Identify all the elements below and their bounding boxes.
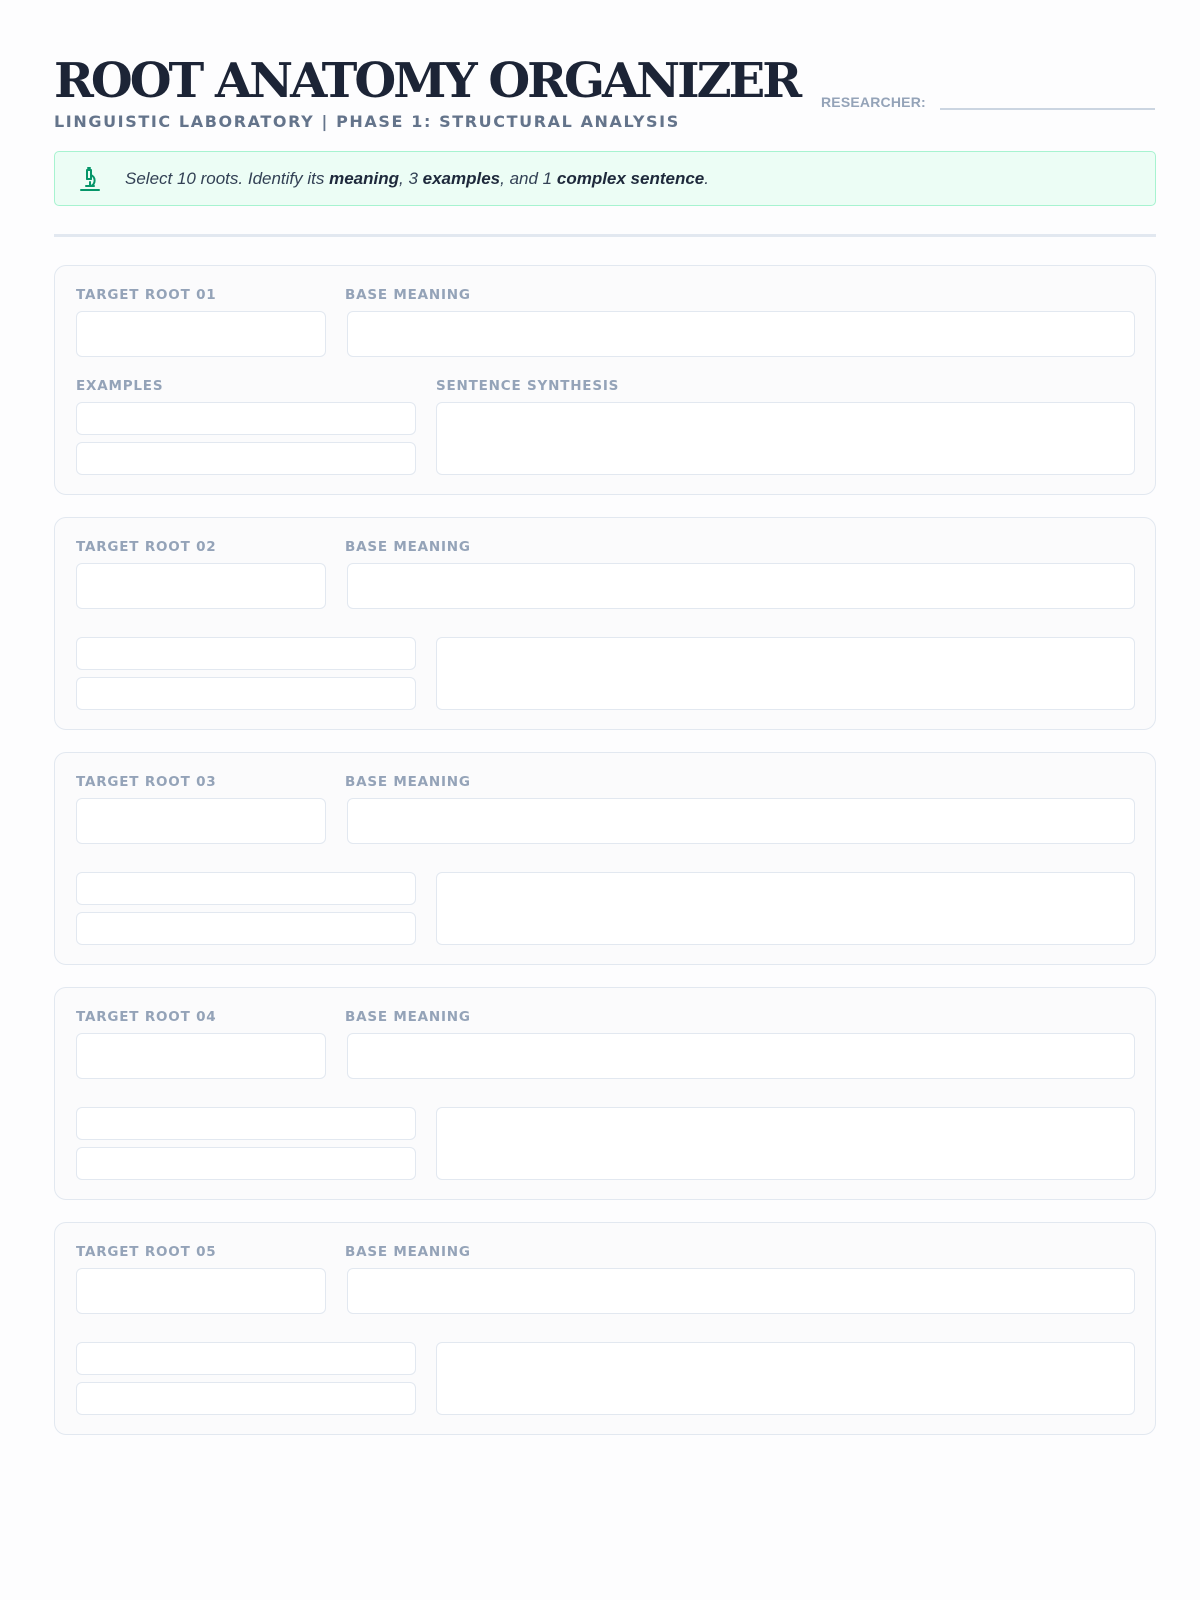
root-card [54, 517, 1156, 730]
root-card [54, 752, 1156, 965]
example-input-2[interactable] [76, 912, 416, 945]
root-card [54, 987, 1156, 1200]
instructions-banner [54, 151, 1156, 206]
target-root-label: TARGET ROOT 05 [76, 1244, 217, 1260]
example-input-2[interactable] [76, 677, 416, 710]
target-root-label: TARGET ROOT 01 [76, 287, 217, 303]
target-root-input[interactable] [76, 311, 326, 357]
base-meaning-label: BASE MEANING [345, 539, 471, 555]
example-input-1[interactable] [76, 1107, 416, 1140]
sentence-synthesis-input[interactable] [436, 1107, 1135, 1180]
base-meaning-label: BASE MEANING [345, 1244, 471, 1260]
base-meaning-input[interactable] [347, 798, 1135, 844]
base-meaning-label: BASE MEANING [345, 1009, 471, 1025]
base-meaning-label: BASE MEANING [345, 774, 471, 790]
example-input-2[interactable] [76, 442, 416, 475]
target-root-input[interactable] [76, 1268, 326, 1314]
examples-label: EXAMPLES [76, 378, 164, 394]
example-input-1[interactable] [76, 637, 416, 670]
base-meaning-input[interactable] [347, 1268, 1135, 1314]
root-card [54, 265, 1156, 495]
section-divider [54, 234, 1156, 237]
sentence-synthesis-input[interactable] [436, 1342, 1135, 1415]
page-title: ROOT ANATOMY ORGANIZER [54, 53, 800, 109]
root-card [54, 1222, 1156, 1435]
sentence-synthesis-label: SENTENCE SYNTHESIS [436, 378, 620, 394]
example-input-1[interactable] [76, 1342, 416, 1375]
example-input-2[interactable] [76, 1382, 416, 1415]
target-root-label: TARGET ROOT 04 [76, 1009, 217, 1025]
researcher-label: RESEARCHER: [821, 94, 926, 110]
example-input-2[interactable] [76, 1147, 416, 1180]
sentence-synthesis-input[interactable] [436, 402, 1135, 475]
root-cards-list [54, 265, 1156, 1457]
target-root-input[interactable] [76, 563, 326, 609]
sentence-synthesis-input[interactable] [436, 872, 1135, 945]
base-meaning-input[interactable] [347, 563, 1135, 609]
microscope-icon [77, 165, 103, 193]
researcher-input[interactable] [940, 86, 1155, 110]
target-root-input[interactable] [76, 798, 326, 844]
base-meaning-label: BASE MEANING [345, 287, 471, 303]
target-root-label: TARGET ROOT 03 [76, 774, 217, 790]
base-meaning-input[interactable] [347, 1033, 1135, 1079]
page-header [54, 0, 1158, 140]
target-root-input[interactable] [76, 1033, 326, 1079]
target-root-label: TARGET ROOT 02 [76, 539, 217, 555]
sentence-synthesis-input[interactable] [436, 637, 1135, 710]
page-subtitle: LINGUISTIC LABORATORY | PHASE 1: STRUCTURAL ANALYSIS [54, 112, 680, 131]
instructions-text: Select 10 roots. Identify its meaning, 3 examples, and 1 complex sentence. [125, 168, 709, 188]
researcher-field [821, 86, 1155, 110]
example-input-1[interactable] [76, 872, 416, 905]
example-input-1[interactable] [76, 402, 416, 435]
base-meaning-input[interactable] [347, 311, 1135, 357]
